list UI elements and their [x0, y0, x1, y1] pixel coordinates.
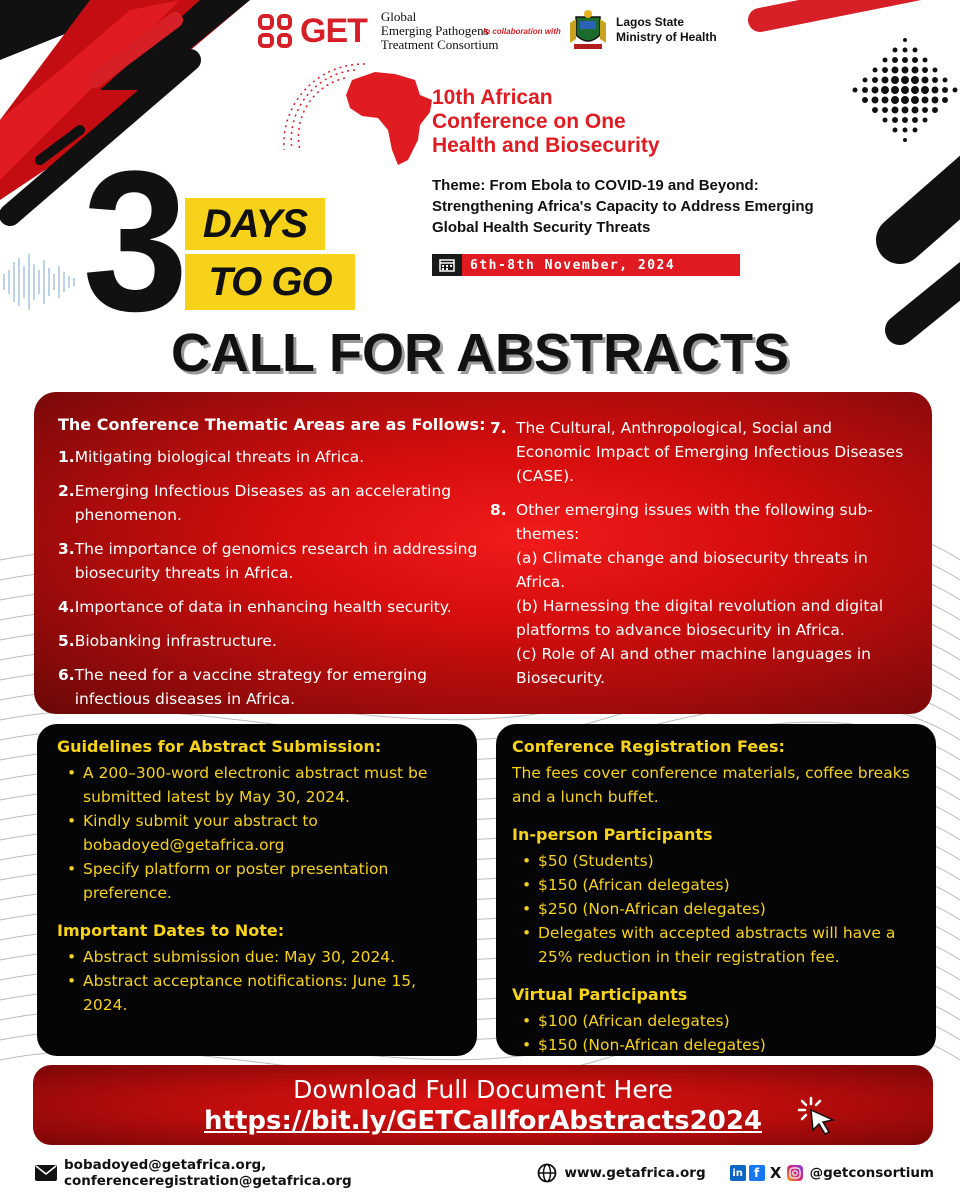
list-item: • $250 (Non-African delegates)	[512, 897, 927, 921]
countdown-number: 3	[82, 130, 181, 353]
guidelines-title: Guidelines for Abstract Submission:	[57, 737, 382, 756]
lagos-crest-icon	[568, 9, 608, 51]
item-number: 2.	[58, 482, 75, 500]
item-text: Importance of data in enhancing health security.	[74, 598, 452, 616]
get-logo-sub-line: Global	[380, 9, 417, 24]
theme-line: Strengthening Africa's Capacity to Address Emerging	[432, 198, 814, 215]
thematic-item	[58, 595, 488, 619]
get-logo-sub-line: Emerging Pathogens	[380, 23, 489, 38]
download-label: Download Full Document Here	[293, 1075, 673, 1104]
theme-line: Theme: From Ebola to COVID-19 and Beyond:	[432, 177, 759, 194]
item-text: The need for a vaccine strategy for emerging infectious diseases in Africa.	[74, 666, 427, 708]
footer-emails	[34, 1157, 509, 1189]
item-number: 3.	[58, 540, 75, 558]
thematic-item	[58, 629, 488, 653]
conference-title-line: 10th African	[432, 86, 553, 109]
collaboration-text: In collaboration with	[483, 27, 561, 36]
thematic-left-column	[58, 413, 488, 721]
get-logo-mark-icon	[258, 14, 292, 48]
footer-website	[535, 1163, 706, 1183]
fees-title: Conference Registration Fees:	[512, 737, 785, 756]
days-text: DAYS	[202, 201, 308, 246]
footer-website-text[interactable]: www.getafrica.org	[564, 1165, 706, 1181]
facebook-icon[interactable]: f	[749, 1165, 765, 1181]
countdown-days-label	[185, 198, 325, 250]
theme-line: Global Health Security Threats	[432, 219, 651, 236]
thematic-right-column	[490, 416, 905, 700]
subtheme: (a) Climate change and biosecurity threats in Africa.	[516, 549, 868, 591]
get-logo-subtitle	[381, 10, 499, 52]
footer	[34, 1157, 934, 1189]
lagos-line: Lagos State	[616, 15, 685, 29]
countdown-togo-label	[185, 254, 355, 310]
item-number: 8.	[490, 501, 507, 519]
thematic-item	[490, 416, 905, 488]
item-text-block	[516, 498, 905, 690]
conference-date-bar	[432, 254, 740, 276]
footer-email-text[interactable]: bobadoyed@getafrica.org, conferenceregistration@getafrica.org	[64, 1157, 352, 1189]
thematic-item	[490, 498, 905, 690]
linkedin-icon[interactable]: in	[730, 1165, 746, 1181]
item-text: Biobanking infrastructure.	[74, 632, 277, 650]
thematic-title: The Conference Thematic Areas are as Follows:	[58, 415, 486, 434]
item-text: The Cultural, Anthropological, Social and Economic Impact of Emerging Infectious Diseases (CASE).	[516, 419, 904, 485]
list-item: • $150 (Non-African delegates)	[512, 1033, 927, 1057]
subtheme: (c) Role of AI and other machine languages in Biosecurity.	[516, 645, 871, 687]
virtual-list	[512, 1009, 927, 1057]
guidelines-content	[57, 735, 462, 1017]
get-logo-sub-line: Treatment Consortium	[380, 37, 499, 52]
list-item: • Abstract submission due: May 30, 2024.	[57, 945, 462, 969]
item-number: 4.	[58, 598, 75, 616]
envelope-icon	[34, 1163, 58, 1183]
list-item: • $150 (African delegates)	[512, 873, 927, 897]
fees-intro: The fees cover conference materials, coffee breaks and a lunch buffet.	[512, 764, 910, 806]
item-number: 6.	[58, 666, 75, 684]
lagos-ministry-text	[616, 15, 717, 45]
page-headline: CALL FOR ABSTRACTS	[171, 323, 789, 383]
togo-text: TO GO	[208, 259, 332, 304]
conference-title	[432, 86, 732, 158]
item-text: Emerging Infectious Diseases as an accelerating phenomenon.	[74, 482, 452, 524]
list-item: • Delegates with accepted abstracts will have a 25% reduction in their registration fee.	[512, 921, 927, 969]
list-item: • $50 (Students)	[512, 849, 927, 873]
footer-social	[730, 1165, 934, 1181]
thematic-item	[58, 445, 488, 469]
list-item: • $100 (African delegates)	[512, 1009, 927, 1033]
list-item: • Kindly submit your abstract to bobadoyed@getafrica.org	[57, 809, 462, 857]
registration-fees-content	[512, 735, 927, 1057]
x-icon[interactable]: X	[769, 1164, 782, 1182]
get-logo	[258, 10, 499, 52]
download-link[interactable]: https://bit.ly/GETCallforAbstracts2024	[204, 1106, 762, 1136]
virtual-title: Virtual Participants	[512, 985, 688, 1004]
item-text: Other emerging issues with the following sub-themes:	[516, 501, 873, 543]
conference-dates: 6th-8th November, 2024	[470, 257, 676, 273]
calendar-icon	[432, 254, 462, 276]
item-number: 5.	[58, 632, 75, 650]
item-number: 1.	[58, 448, 75, 466]
list-item: • A 200–300-word electronic abstract must be submitted latest by May 30, 2024.	[57, 761, 462, 809]
conference-title-line: Health and Biosecurity	[432, 134, 660, 157]
important-dates-title: Important Dates to Note:	[57, 921, 285, 940]
instagram-icon[interactable]	[787, 1165, 803, 1181]
item-text: The importance of genomics research in addressing biosecurity threats in Africa.	[74, 540, 478, 582]
globe-icon	[535, 1163, 559, 1183]
item-text: Mitigating biological threats in Africa.	[74, 448, 365, 466]
in-person-title: In-person Participants	[512, 825, 713, 844]
list-item: • Specify platform or poster presentation preference.	[57, 857, 462, 905]
subtheme: (b) Harnessing the digital revolution and digital platforms to advance biosecurity in Africa.	[516, 597, 884, 639]
conference-title-line: Conference on One	[432, 110, 626, 133]
lagos-logo	[568, 9, 717, 51]
important-dates-list	[57, 945, 462, 1017]
thematic-item	[58, 537, 488, 585]
lagos-line: Ministry of Health	[616, 30, 717, 44]
item-number: 7.	[490, 419, 507, 437]
get-logo-word: GET	[300, 11, 367, 50]
cursor-click-icon	[795, 1094, 839, 1138]
thematic-item	[58, 663, 488, 711]
conference-theme	[432, 175, 872, 238]
thematic-item	[58, 479, 488, 527]
footer-handle-text[interactable]: @getconsortium	[809, 1165, 934, 1181]
list-item: • Abstract acceptance notifications: June 15, 2024.	[57, 969, 462, 1017]
guidelines-list	[57, 761, 462, 905]
in-person-list	[512, 849, 927, 969]
